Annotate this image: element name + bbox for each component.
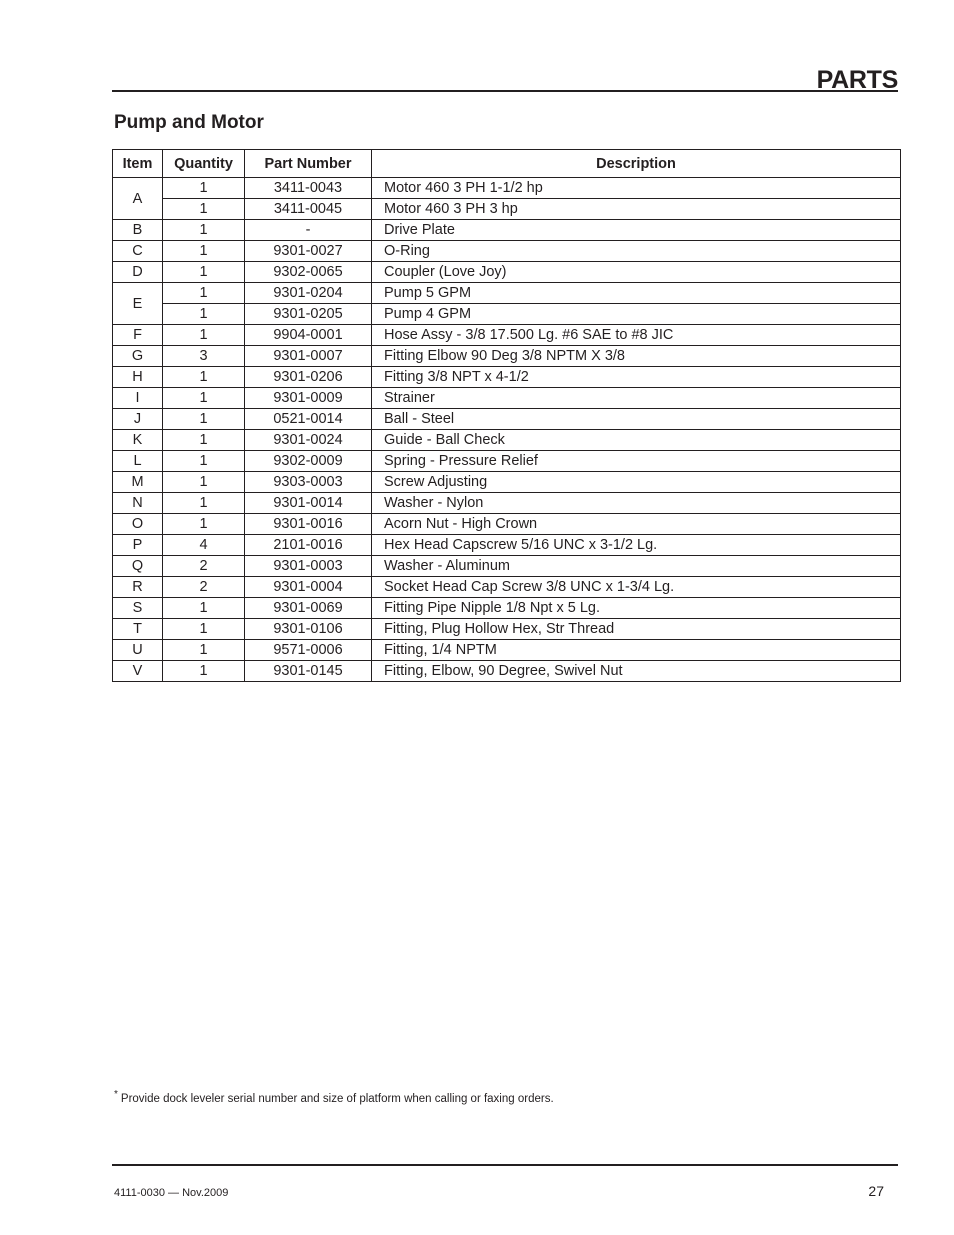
document-id: 4111-0030 — Nov.2009 [114,1187,229,1199]
part-number-cell: 9904-0001 [245,325,372,346]
footnote-text: Provide dock leveler serial number and size of platform when calling or faxing orders. [120,1093,554,1105]
description-cell: Hex Head Capscrew 5/16 UNC x 3-1/2 Lg. [372,535,901,556]
quantity-cell: 1 [163,304,245,325]
part-number-cell: 9301-0016 [245,514,372,535]
quantity-cell: 1 [163,241,245,262]
part-number-cell: 9302-0009 [245,451,372,472]
quantity-cell: 1 [163,199,245,220]
quantity-cell: 1 [163,661,245,682]
description-cell: Hose Assy - 3/8 17.500 Lg. #6 SAE to #8 JIC [372,325,901,346]
description-cell: Fitting Elbow 90 Deg 3/8 NPTM X 3/8 [372,346,901,367]
quantity-cell: 2 [163,577,245,598]
item-cell: O [113,514,163,535]
quantity-cell: 1 [163,493,245,514]
footer-divider [112,1164,898,1166]
parts-table [112,149,901,682]
description-cell: Drive Plate [372,220,901,241]
part-number-cell: 9301-0145 [245,661,372,682]
item-cell: B [113,220,163,241]
quantity-cell: 2 [163,556,245,577]
table-row [113,304,901,325]
table-row [113,493,901,514]
quantity-cell: 1 [163,472,245,493]
part-number-cell: 9301-0204 [245,283,372,304]
description-cell: Ball - Steel [372,409,901,430]
description-cell: Pump 5 GPM [372,283,901,304]
part-number-cell: 9301-0014 [245,493,372,514]
description-cell: Spring - Pressure Relief [372,451,901,472]
quantity-cell: 1 [163,220,245,241]
part-number-cell: 9301-0069 [245,598,372,619]
part-number-cell: 9301-0024 [245,430,372,451]
part-number-cell: 9301-0003 [245,556,372,577]
description-cell: Screw Adjusting [372,472,901,493]
table-row [113,430,901,451]
description-cell: Fitting Pipe Nipple 1/8 Npt x 5 Lg. [372,598,901,619]
description-cell: Fitting, 1/4 NPTM [372,640,901,661]
column-header-part-number: Part Number [245,150,372,178]
part-number-cell: 9303-0003 [245,472,372,493]
table-row [113,577,901,598]
column-header-item: Item [113,150,163,178]
item-cell: N [113,493,163,514]
description-cell: Guide - Ball Check [372,430,901,451]
quantity-cell: 1 [163,409,245,430]
item-cell: T [113,619,163,640]
table-row [113,178,901,199]
table-row [113,199,901,220]
header-divider [112,90,898,92]
part-number-cell: - [245,220,372,241]
table-header-row [113,150,901,178]
part-number-cell: 3411-0045 [245,199,372,220]
table-row [113,472,901,493]
table-row [113,535,901,556]
item-cell: E [113,283,163,325]
table-row [113,619,901,640]
item-cell: U [113,640,163,661]
description-cell: Fitting, Elbow, 90 Degree, Swivel Nut [372,661,901,682]
part-number-cell: 9301-0205 [245,304,372,325]
quantity-cell: 1 [163,598,245,619]
table-row [113,514,901,535]
part-number-cell: 9301-0106 [245,619,372,640]
table-row [113,283,901,304]
part-number-cell: 9302-0065 [245,262,372,283]
table-row [113,598,901,619]
column-header-quantity: Quantity [163,150,245,178]
quantity-cell: 1 [163,514,245,535]
table-row [113,325,901,346]
footnote [114,1087,554,1107]
part-number-cell: 0521-0014 [245,409,372,430]
item-cell: K [113,430,163,451]
description-cell: Motor 460 3 PH 3 hp [372,199,901,220]
part-number-cell: 2101-0016 [245,535,372,556]
quantity-cell: 1 [163,388,245,409]
item-cell: R [113,577,163,598]
table-row [113,367,901,388]
page-number: 27 [868,1183,884,1199]
item-cell: Q [113,556,163,577]
table-row [113,346,901,367]
quantity-cell: 4 [163,535,245,556]
item-cell: L [113,451,163,472]
item-cell: F [113,325,163,346]
item-cell: H [113,367,163,388]
item-cell: A [113,178,163,220]
page-title: PARTS [816,66,898,94]
item-cell: S [113,598,163,619]
part-number-cell: 9301-0027 [245,241,372,262]
quantity-cell: 1 [163,178,245,199]
quantity-cell: 1 [163,367,245,388]
description-cell: O-Ring [372,241,901,262]
quantity-cell: 3 [163,346,245,367]
table-row [113,661,901,682]
description-cell: Strainer [372,388,901,409]
description-cell: Socket Head Cap Screw 3/8 UNC x 1-3/4 Lg. [372,577,901,598]
table-row [113,241,901,262]
table-row [113,556,901,577]
item-cell: V [113,661,163,682]
part-number-cell: 9301-0009 [245,388,372,409]
quantity-cell: 1 [163,451,245,472]
part-number-cell: 9571-0006 [245,640,372,661]
part-number-cell: 9301-0007 [245,346,372,367]
table-row [113,409,901,430]
description-cell: Coupler (Love Joy) [372,262,901,283]
description-cell: Motor 460 3 PH 1-1/2 hp [372,178,901,199]
table-row [113,388,901,409]
table-row [113,262,901,283]
description-cell: Washer - Nylon [372,493,901,514]
item-cell: C [113,241,163,262]
table-row [113,640,901,661]
table-row [113,451,901,472]
description-cell: Acorn Nut - High Crown [372,514,901,535]
item-cell: D [113,262,163,283]
description-cell: Pump 4 GPM [372,304,901,325]
quantity-cell: 1 [163,430,245,451]
description-cell: Fitting, Plug Hollow Hex, Str Thread [372,619,901,640]
column-header-description: Description [372,150,901,178]
quantity-cell: 1 [163,325,245,346]
item-cell: I [113,388,163,409]
part-number-cell: 9301-0206 [245,367,372,388]
quantity-cell: 1 [163,619,245,640]
quantity-cell: 1 [163,262,245,283]
item-cell: J [113,409,163,430]
quantity-cell: 1 [163,283,245,304]
quantity-cell: 1 [163,640,245,661]
footnote-marker: * [114,1089,118,1100]
section-title: Pump and Motor [114,112,264,133]
item-cell: M [113,472,163,493]
item-cell: P [113,535,163,556]
description-cell: Fitting 3/8 NPT x 4-1/2 [372,367,901,388]
part-number-cell: 9301-0004 [245,577,372,598]
part-number-cell: 3411-0043 [245,178,372,199]
item-cell: G [113,346,163,367]
description-cell: Washer - Aluminum [372,556,901,577]
table-row [113,220,901,241]
